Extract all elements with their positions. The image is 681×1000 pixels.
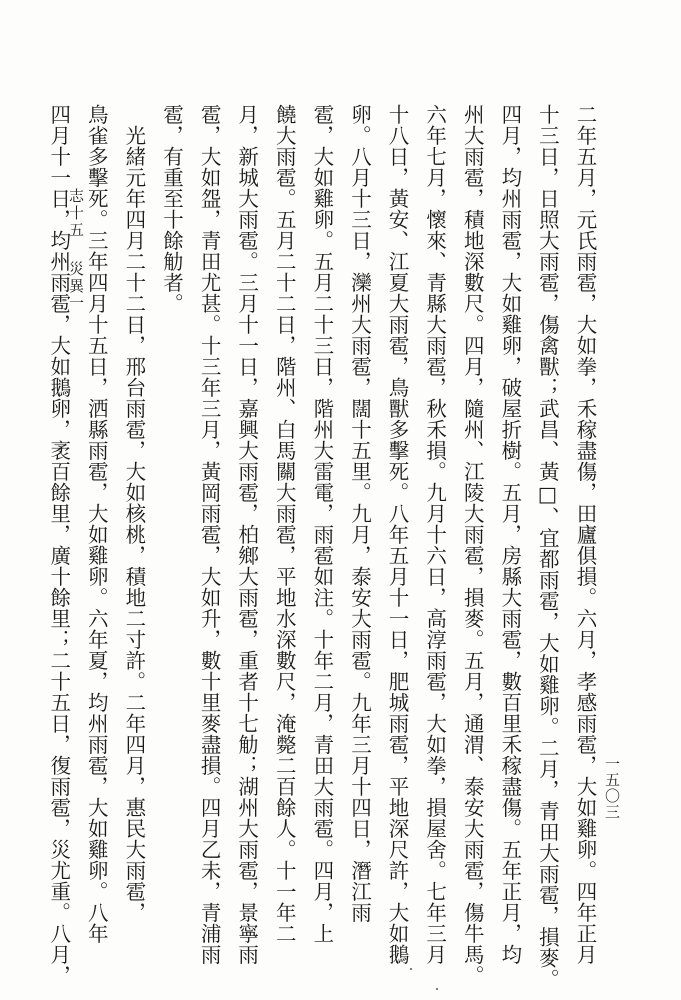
section-title: 志十五 xyxy=(67,188,85,239)
text-column: 鳥雀多擊死。三年四月十五日，洒縣雨雹，大如雞卵。六年夏，均州雨雹，大如雞卵。八年 xyxy=(84,104,109,944)
text-column: 十八日，黃安、江夏大雨雹，鳥獸多擊死。八年五月十一日，肥城雨雹，平地深尺許，大如鵝 xyxy=(385,104,410,965)
scan-speck xyxy=(436,988,438,990)
running-header xyxy=(66,188,87,312)
text-column: 雹，大如雞卵。五月二十三日，階州大雷電，雨雹如注。十年二月，青田大雨雹。四月，上 xyxy=(309,104,334,944)
text-column: 十三日，日照大雨雹，傷禽獸；武昌、黃□、宜都雨雹，大如雞卵。二月，青田大雨雹，損麥。 xyxy=(535,104,560,990)
text-column: 光緒元年四月二十二日，邢台雨雹，大如核桃，積地二寸許。二年四月，惠民大雨雹， xyxy=(121,104,146,923)
text-column: 月，新城大雨雹。三月十一日，嘉興大雨雹，柏鄉大雨雹，重者十七觔；湖州大雨雹，景寧雨 xyxy=(234,104,259,965)
text-column: 雹，大如盌，青田尤甚。十三年三月，黃岡雨雹，大如升，數十里麥盡損。四月乙未，青浦雨 xyxy=(197,104,222,965)
page-number: 一五〇三 xyxy=(603,756,621,820)
text-column: 二年五月，元氏雨雹，大如拳，禾稼盡傷，田廬俱損。六月，孝感雨雹，大如雞卵。四年正月 xyxy=(573,104,597,965)
chapter-title: 災異一 xyxy=(67,261,85,312)
scan-speck xyxy=(410,968,412,970)
text-column: 州大雨雹，積地深數尺。四月，隨州、江陵大雨雹，損麥。五月，通渭、泰安大雨雹，傷牛馬。 xyxy=(460,104,485,986)
text-column: 饒大雨雹。五月二十二日，階州、白馬關大雨雹，平地水深數尺，淹斃二百餘人。十一年二 xyxy=(272,104,297,944)
text-column: 四月十一日，均州雨雹，大如鵝卵，袤百餘里，廣十餘里；二十五日，復雨雹，災尤重。八月， xyxy=(46,104,71,986)
text-column: 六年七月，懷來、青縣大雨雹，秋禾損。九月十六日，高淳雨雹，大如拳，損屋舍。七年三月 xyxy=(422,104,447,965)
text-column: 卵。八月十三日，灤州大雨雹，闊十五里。九月，泰安大雨雹。九年三月十四日，潛江雨 xyxy=(347,104,372,923)
main-text xyxy=(39,104,603,990)
text-column: 四月，均州雨雹，大如雞卵，破屋折樹。五月，房縣大雨雹，數百里禾稼盡傷。五年正月，均 xyxy=(497,104,522,965)
text-column: 雹，有重至十餘觔者。 xyxy=(159,104,184,314)
